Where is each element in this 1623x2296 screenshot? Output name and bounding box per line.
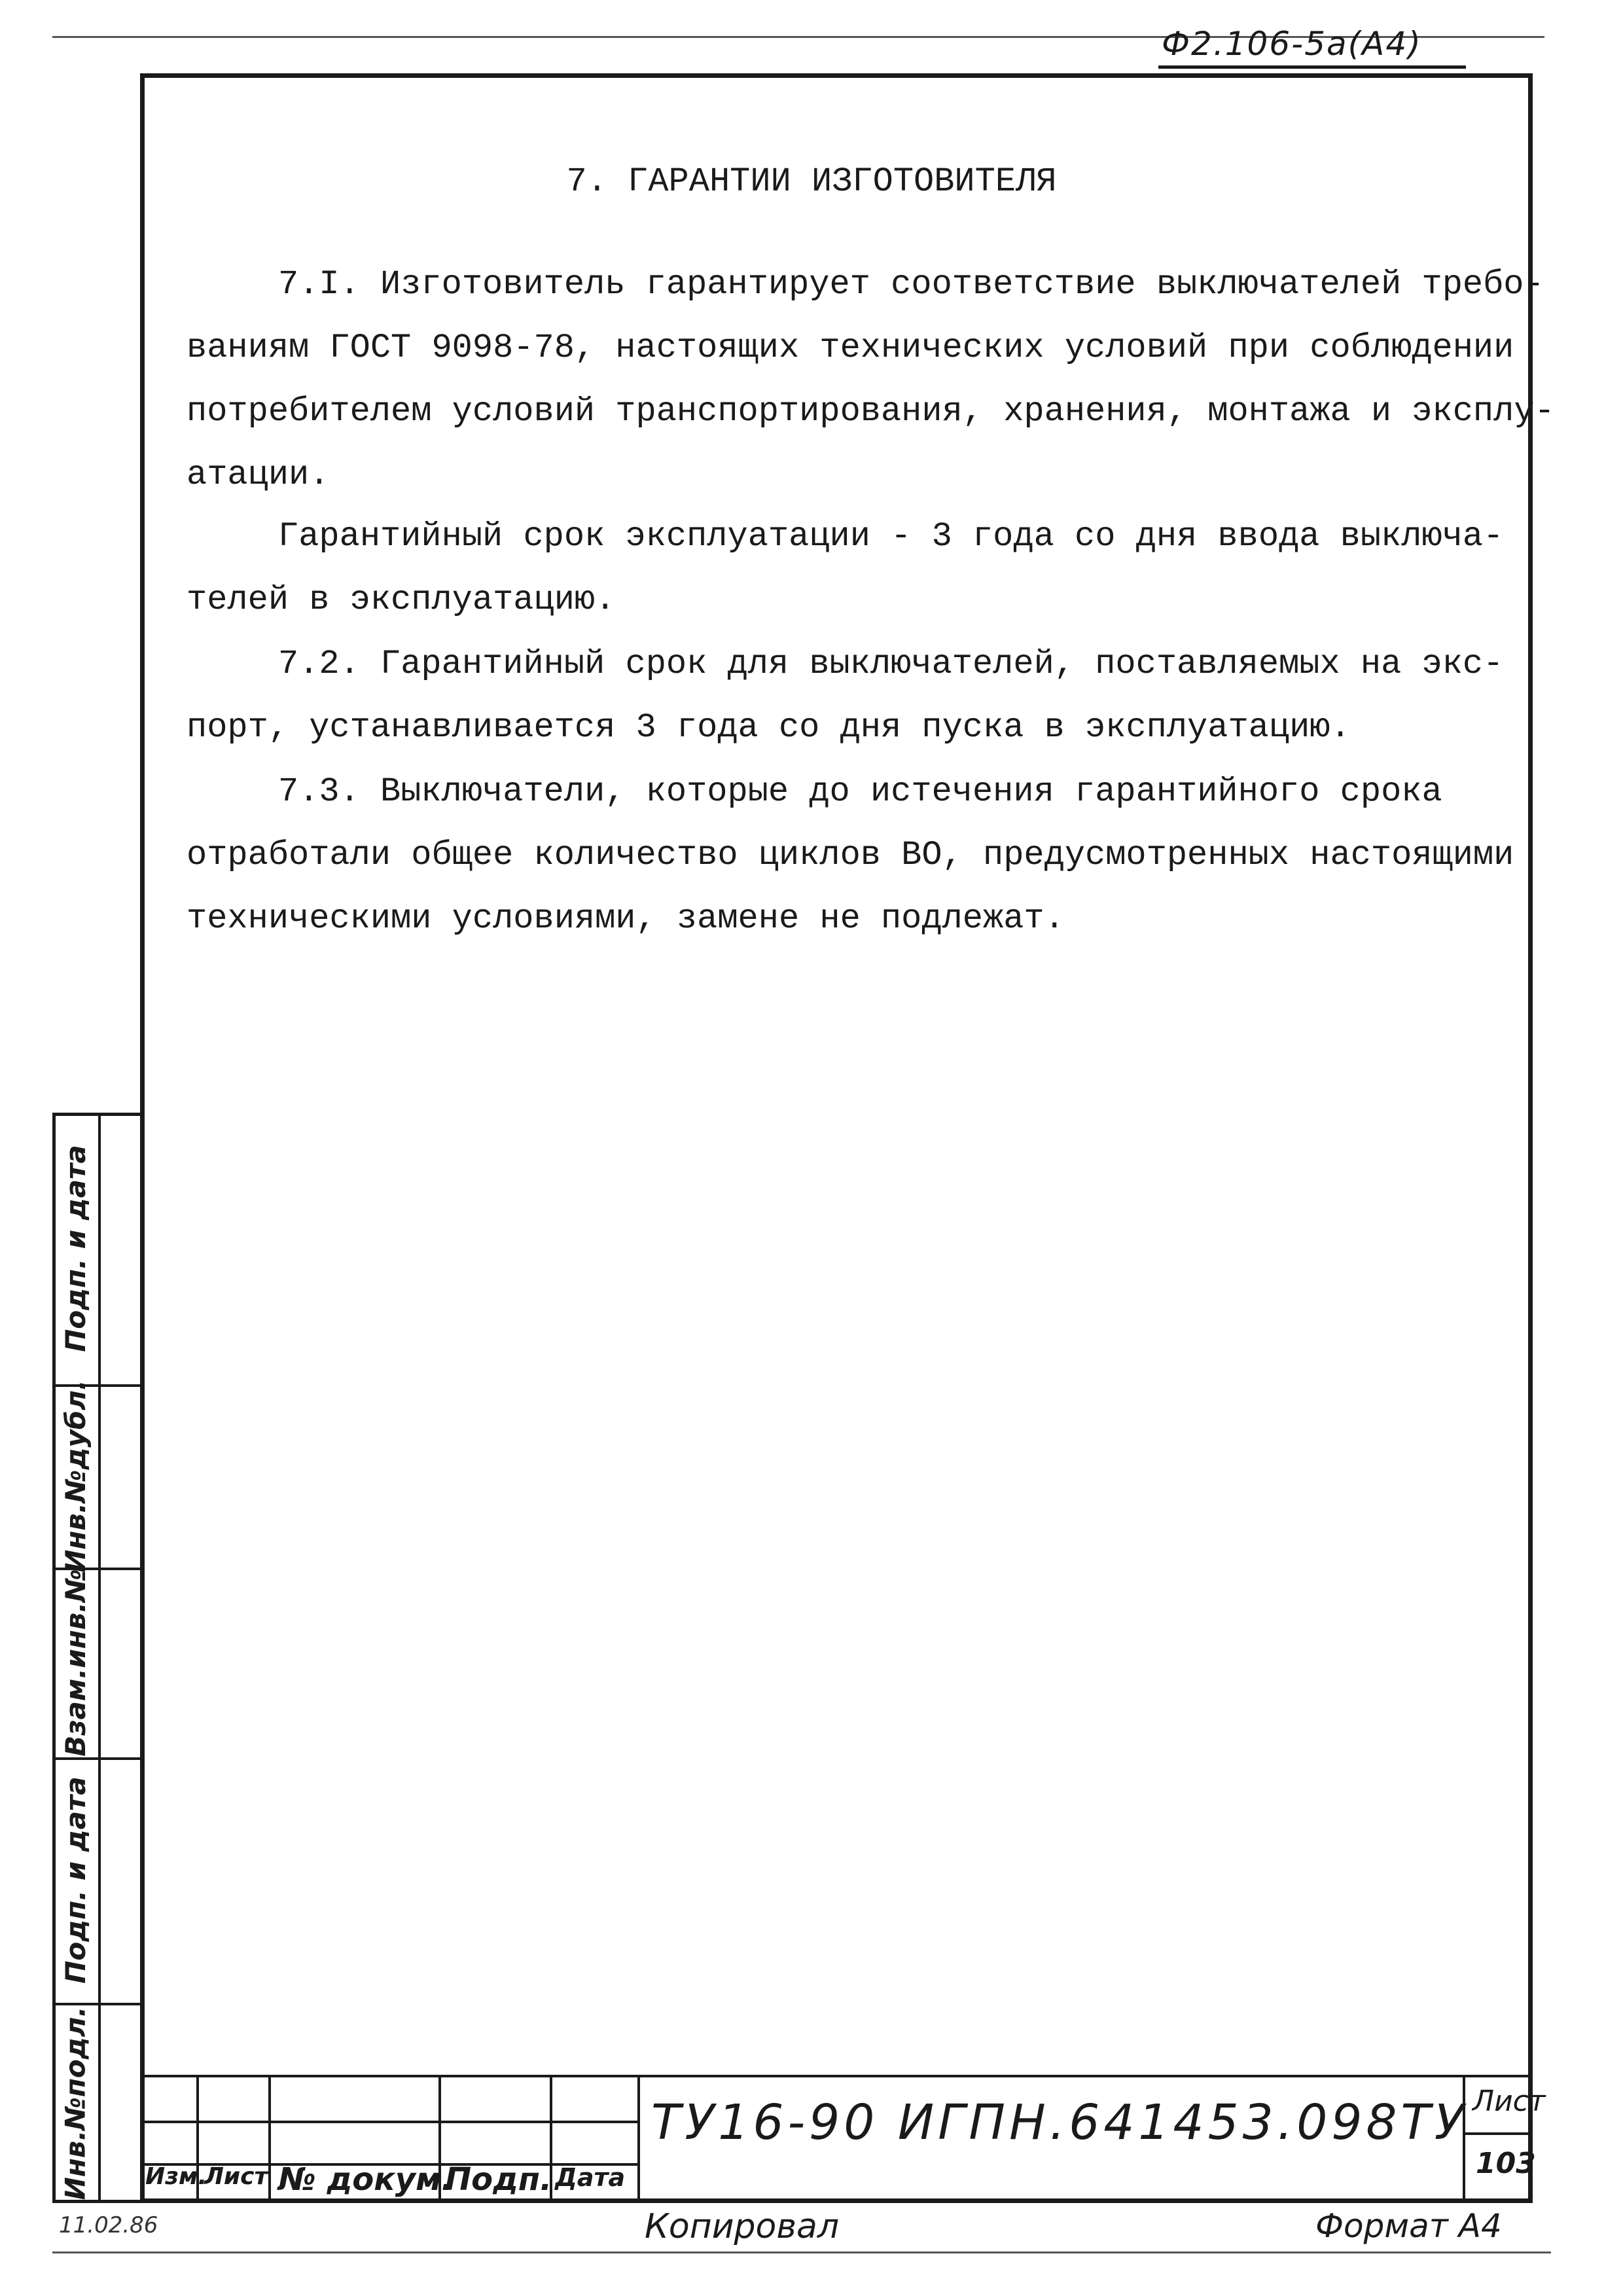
paragraph-7-3 [0,772,1623,938]
sheet-label: Лист [1472,2085,1546,2118]
paragraph-warranty-period [0,517,1623,633]
text-line: 7.3. Выключатели, которые до истечения гарантийного срока [278,772,1442,811]
text-line: 7.I. Изготовитель гарантирует соответствие выключателей требо- [278,265,1544,304]
title-block-top-line [140,2075,1533,2077]
text-line: Гарантийный срок эксплуатации - 3 года со дня ввода выключа- [278,517,1504,556]
sheet-number: 103 [1476,2147,1536,2180]
column-label-signature: Подп. [445,2161,552,2198]
format-label: Формат А4 [1315,2207,1502,2245]
margin-label-signature-date-2: Подп. и дата [59,1776,92,1984]
section-title: 7. ГАРАНТИИ ИЗГОТОВИТЕЛЯ [566,162,1057,201]
margin-date: 11.02.86 [59,2212,158,2238]
text-line: техническими условиями, замене не подлежат. [187,899,1065,938]
title-block-column-line [268,2075,271,2203]
title-block-column-line [637,2075,640,2203]
title-block-sheet-line [1463,2132,1533,2135]
document-designation: ТУ16-90 ИГПН.641453.098ТУ [651,2094,1468,2151]
text-line: порт, устанавливается 3 года со дня пуска в эксплуатацию. [187,708,1351,747]
text-line: телей в эксплуатацию. [187,581,616,619]
title-block-row-line [140,2121,637,2123]
form-code-underline [1158,65,1466,69]
paragraph-7-2 [0,645,1623,761]
column-label-sheet: Лист [204,2163,268,2190]
copied-by-label: Копировал [645,2207,840,2246]
text-line: 7.2. Гарантийный срок для выключателей, поставляемых на экс- [278,645,1504,683]
form-code: Ф2.106-5а(А4) [1162,25,1422,63]
margin-label-replacement-inventory: Взам.инв.№ [59,1568,92,1757]
column-label-document-number: № докум. [278,2161,454,2198]
margin-label-duplicate-inventory: Инв.№дубл. [59,1379,92,1573]
text-line: ваниям ГОСТ 9098-78, настоящих технических условий при соблюдении [187,329,1514,367]
margin-label-signature-date: Подп. и дата [59,1145,92,1352]
margin-label-original-inventory: Инв.№подл. [59,2006,92,2200]
column-label-date: Дата [555,2163,626,2192]
margin-stamp-divider [98,1113,101,2203]
column-label-change: Изм. [145,2163,207,2190]
text-line: отработали общее количество циклов ВО, предусмотренных настоящими [187,836,1514,874]
text-line: атации. [187,456,330,494]
bottom-border-line [52,2251,1551,2253]
text-line: потребителем условий транспортирования, хранения, монтажа и эксплу- [187,392,1555,431]
paragraph-7-1 [0,265,1623,494]
